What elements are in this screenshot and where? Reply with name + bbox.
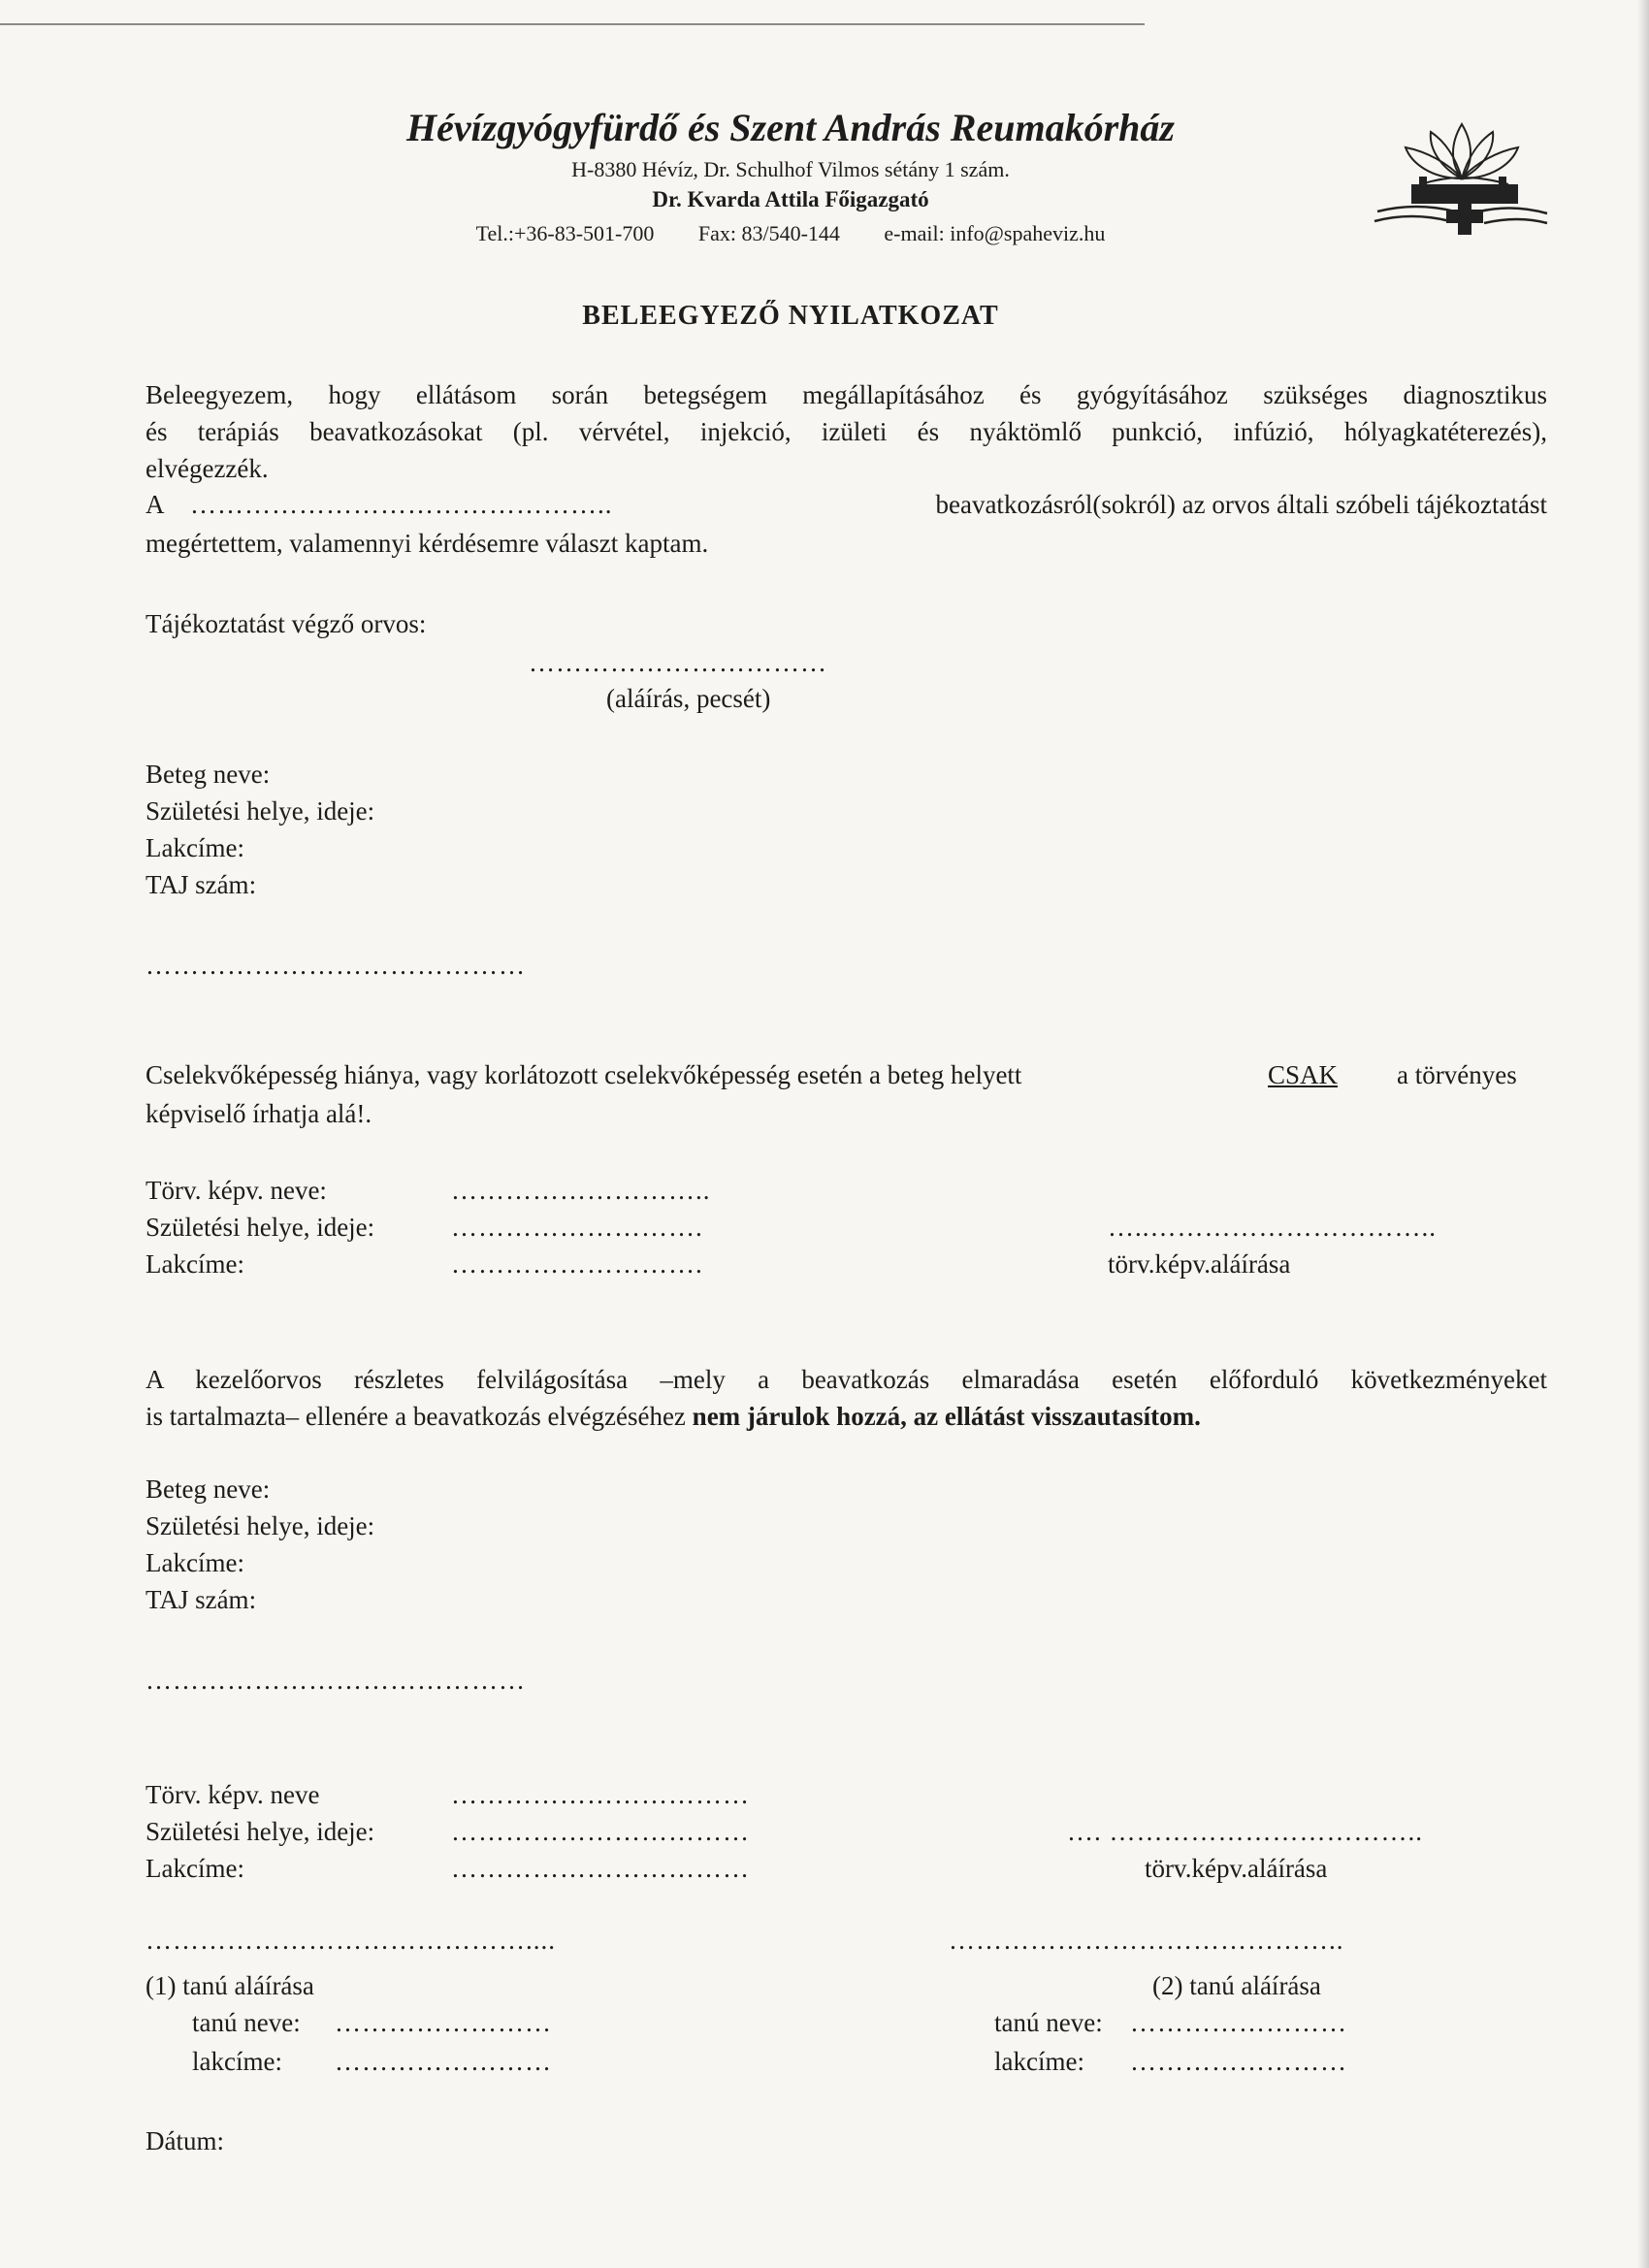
director-name: Dr. Kvarda Attila Főigazgató [652,187,929,211]
consent-line: és terápiás beavatkozásokat (pl. vérvétel, injekció, izületi és nyáktömlő punkció, infúzió, hólyagkatéterezés), [146,417,1547,446]
rep-signature-caption: törv.képv.aláírása [1108,1249,1291,1279]
witness2-name-field[interactable]: …………………… [1130,2008,1347,2037]
consent-line: Beleegyezem, hogy ellátásom során betegségem megállapításához és gyógyításához szükséges diagnosztikus [146,380,1547,409]
rep-birth-field[interactable]: ………………………. [451,1213,703,1242]
patient-signature-field[interactable]: …………………………………… [146,951,526,980]
refusal-line: A kezelőorvos részletes felvilágosítása –mely a beavatkozás elmaradása esetén előforduló következményeket [146,1365,1547,1394]
witness2-name-label: tanú neve: [994,2008,1103,2037]
legal-note-part1: Cselekvőképesség hiánya, vagy korlátozott cselekvőképesség esetén a beteg helyett [146,1060,1022,1089]
witness2-address-field[interactable]: …………………… [1130,2047,1347,2076]
rep-birth-label: Születési helye, ideje: [146,1817,375,1846]
rep-signature-field[interactable]: …. …………………………….. [1067,1817,1423,1846]
refusal-bold-text: nem járulok hozzá, az ellátást visszautasítom. [692,1402,1201,1431]
rep-name-field[interactable]: …………………………… [451,1780,750,1809]
witness1-caption: (1) tanú aláírása [146,1971,314,2000]
rep-name-label: Törv. képv. neve [146,1780,320,1809]
refusal-text: is tartalmazta– ellenére a beavatkozás elvégzéséhez [146,1402,686,1431]
rep-name-field[interactable]: ……………………….. [451,1176,711,1205]
witness2-signature-field[interactable]: …………………………………….. [949,1926,1344,1955]
witness1-signature-field[interactable]: …………………………………….... [146,1926,556,1955]
patient-address-label: Lakcíme: [146,1548,244,1577]
contact-line [146,221,1436,246]
witness1-name-label: tanú neve: [192,2008,301,2037]
procedure-label-a: A [146,490,165,519]
legal-note-part2: a törvényes [1397,1060,1517,1089]
rep-birth-field[interactable]: …………………………… [451,1817,750,1846]
witness2-caption: (2) tanú aláírása [1152,1971,1321,2000]
patient-birth-label: Születési helye, ideje: [146,1511,375,1540]
doctor-signature-field[interactable]: …………………………… [529,648,827,677]
refusal-paragraph [146,1361,1547,1435]
doctor-signature-caption: (aláírás, pecsét) [606,684,771,713]
patient-taj-label: TAJ szám: [146,1585,257,1614]
refusal-line [146,1398,1547,1435]
document-title: BELEEGYEZŐ NYILATKOZAT [582,301,999,331]
procedure-label-b: beavatkozásról(sokról) az orvos általi szóbeli tájékoztatást [935,490,1547,519]
patient-name-label: Beteg neve: [146,760,271,789]
legal-note-csak: CSAK [1268,1060,1339,1089]
patient-signature-field[interactable]: …………………………………… [146,1666,526,1695]
fax-number: Fax: 83/540-144 [697,221,840,245]
rep-signature-field[interactable]: …..………………………….. [1108,1213,1437,1242]
patient-taj-label: TAJ szám: [146,870,257,899]
date-label: Dátum: [146,2126,224,2155]
consent-paragraph [146,376,1547,487]
patient-name-label: Beteg neve: [146,1474,271,1504]
email-address: e-mail: info@spaheviz.hu [884,221,1106,245]
witness1-address-field[interactable]: …………………… [335,2047,552,2076]
patient-address-label: Lakcíme: [146,833,244,862]
patient-birth-label: Születési helye, ideje: [146,796,375,826]
witness2-address-label: lakcíme: [994,2047,1084,2076]
rep-signature-caption: törv.képv.aláírása [1145,1854,1328,1883]
hospital-address: H-8380 Hévíz, Dr. Schulhof Vilmos sétány 1 szám. [571,157,1010,181]
lotus-castle-cross-logo-icon [1373,114,1552,250]
rep-birth-label: Születési helye, ideje: [146,1213,375,1242]
consent-line: elvégezzék. [146,454,269,483]
doctor-label: Tájékoztatást végző orvos: [146,609,427,638]
rep-address-field[interactable]: …………………………… [451,1854,750,1883]
rep-name-label: Törv. képv. neve: [146,1176,327,1205]
witness1-address-label: lakcíme: [192,2047,282,2076]
rep-address-field[interactable]: ………………………. [451,1249,703,1279]
consent-line: megértettem, valamennyi kérdésemre választ kaptam. [146,529,709,558]
procedure-field[interactable]: ……………………………………….. [190,490,613,519]
scan-top-rule [0,23,1145,25]
rep-address-label: Lakcíme: [146,1854,244,1883]
witness1-name-field[interactable]: …………………… [335,2008,552,2037]
hospital-name: Hévízgyógyfürdő és Szent András Reumakórház [406,106,1175,149]
legal-note-line2: képviselő írhatja alá!. [146,1099,372,1128]
phone-number: Tel.:+36-83-501-700 [475,221,655,245]
scan-edge-shadow [1637,0,1649,2268]
rep-address-label: Lakcíme: [146,1249,244,1279]
